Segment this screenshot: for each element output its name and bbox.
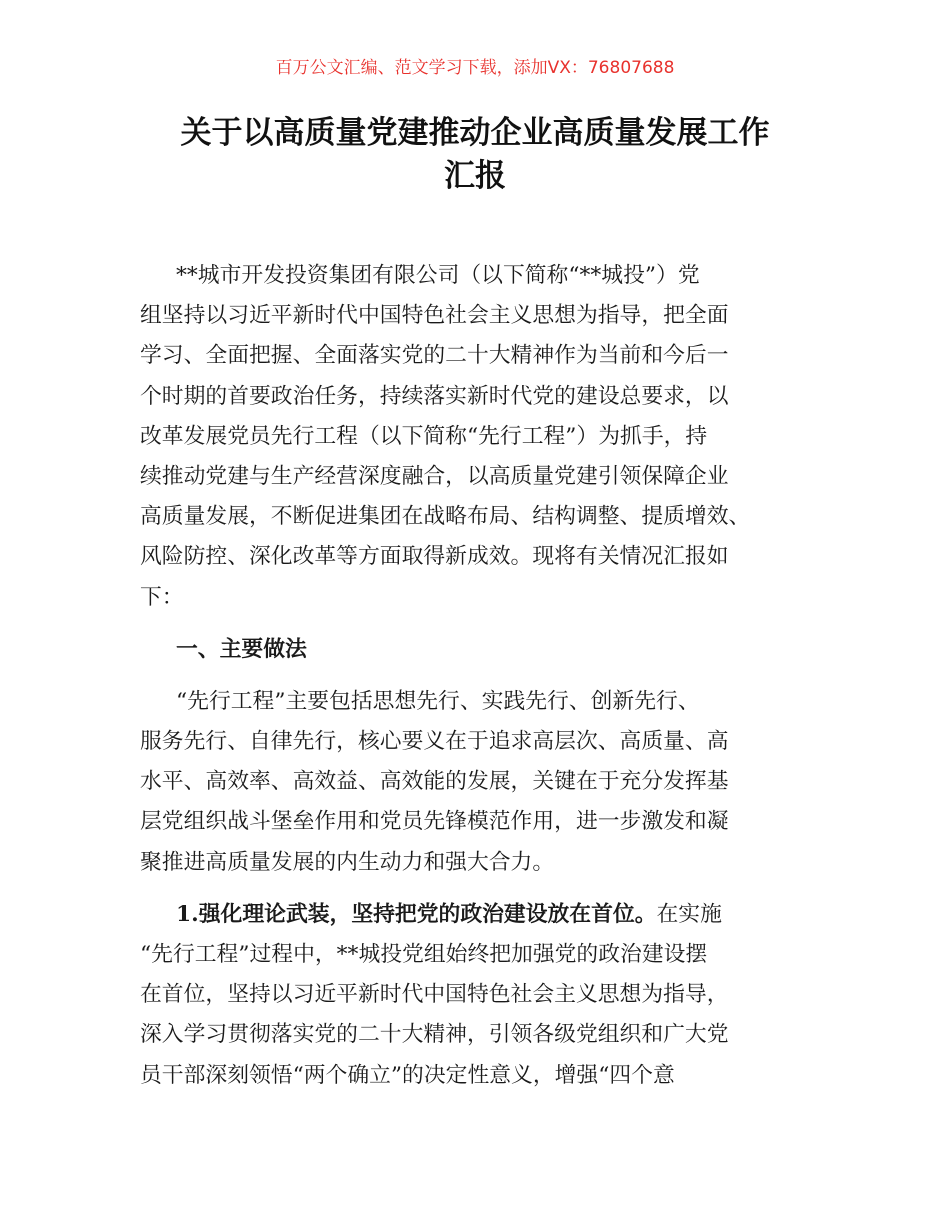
title-line-1: 关于以高质量党建推动企业高质量发展工作: [180, 115, 770, 151]
text-line: 风险防控、深化改革等方面取得新成效。现将有关情况汇报如: [140, 544, 729, 570]
watermark-banner: 百万公文汇编、范文学习下载，添加VX：76807688: [275, 58, 675, 78]
text-line: 员干部深刻领悟“两个确立”的决定性意义，增强“四个意: [140, 1062, 675, 1088]
text-line: 水平、高效率、高效益、高效能的发展，关键在于充分发挥基: [140, 769, 729, 795]
text-line: 聚推进高质量发展的内生动力和强大合力。: [140, 849, 555, 875]
text-line: 组坚持以习近平新时代中国特色社会主义思想为指导，把全面: [140, 303, 729, 329]
text-line: 个时期的首要政治任务，持续落实新时代党的建设总要求，以: [140, 383, 729, 409]
text-line: 续推动党建与生产经营深度融合，以高质量党建引领保障企业: [140, 463, 729, 489]
text-line: **城市开发投资集团有限公司（以下简称“**城投”）党: [176, 263, 700, 288]
text-line: 学习、全面把握、全面落实党的二十大精神作为当前和今后一: [140, 343, 729, 369]
text-line: “先行工程”过程中，**城投党组始终把加强党的政治建设摆: [140, 942, 708, 967]
item-lead-rest: 在实施: [656, 901, 722, 927]
section-heading: 一、主要做法: [176, 636, 307, 662]
text-line: 下：: [140, 584, 184, 610]
text-line: “先行工程”主要包括思想先行、实践先行、创新先行、: [176, 688, 700, 714]
text-line: 在首位，坚持以习近平新时代中国特色社会主义思想为指导，: [140, 982, 729, 1008]
text-line: 服务先行、自律先行，核心要义在于追求高层次、高质量、高: [140, 729, 729, 755]
text-line: 深入学习贯彻落实党的二十大精神，引领各级党组织和广大党: [140, 1022, 729, 1048]
intro-paragraph: [140, 256, 830, 618]
text-line: [140, 895, 830, 935]
item-paragraph: [140, 895, 830, 1096]
item-lead: 1.强化理论武装，坚持把党的政治建设放在首位。: [176, 901, 657, 927]
text-line: 层党组织战斗堡垒作用和党员先锋模范作用，进一步激发和凝: [140, 809, 729, 835]
section-paragraph: [140, 682, 830, 883]
text-line: 高质量发展，不断促进集团在战略布局、结构调整、提质增效、: [140, 504, 751, 530]
document-body: [140, 256, 830, 1096]
title-line-2: 汇报: [444, 158, 506, 194]
text-line: 改革发展党员先行工程（以下简称“先行工程”）为抓手，持: [140, 423, 708, 449]
document-title: [130, 112, 820, 198]
